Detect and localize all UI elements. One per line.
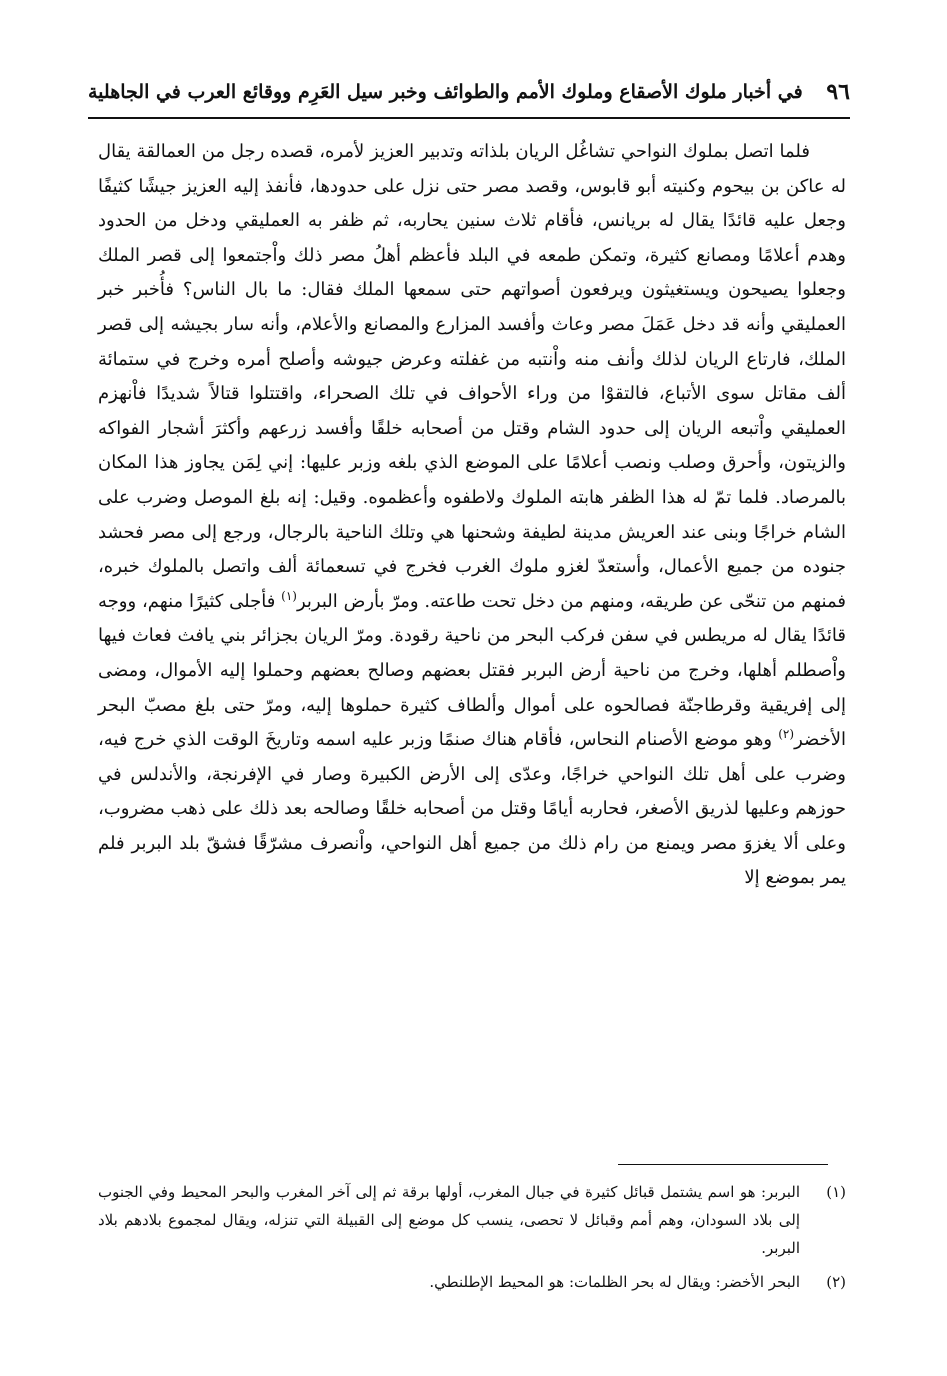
footnote-1: [98, 1178, 846, 1262]
text-segment: فأجلى كثيرًا منهم، ووجه قائدًا يقال له مريطس في سفن فركب البحر من ناحية رقودة. ومرّ الريان بجزائر بني يافث فعاث فيها واْصطلم أهلها، وخرج من ناحية أرض البربر فقتل بعضهم وصالح بعضهم وحملوا إليه الأموال، ومضى إلى إفريقية وقرطاجنّة فصالحوه على أموال وألطاف كثيرة حملوها إليه، ومرّ حتى بلغ مصبّ البحر الأخضر: [98, 590, 846, 751]
footnotes: [98, 1178, 846, 1302]
footnote-reference-1: (١): [281, 588, 297, 603]
footnote-marker: (٢): [826, 1273, 846, 1291]
header-rule: [88, 117, 850, 119]
footnote-separator: [618, 1164, 828, 1165]
paragraph: [98, 135, 846, 896]
main-text: [98, 135, 846, 896]
footnote-reference-2: (٢): [778, 727, 795, 742]
text-segment: فلما اتصل بملوك النواحي تشاغُل الريان بلذاته وتدبير العزيز لأمره، قصده رجل من العمالقة يقال له عاكن بن بيحوم وكنيته أبو قابوس، وقصد مصر حتى نزل على حدودها، فأنفذ إليه العزيز جيشًا كثيفًا وجعل عليه قائدًا يقال له بريانس، فأقام ثلاث سنين يحاربه، ثم ظفر به العمليقي ودخل من الحدود وهدم أعلامًا ومصانع كثيرة، وتمكن طمعه في البلد فأعظم أهلُ مصر ذلك واْجتمعوا إلى قصر الملك وجعلوا يصيحون ويستغيثون ويرفعون أصواتهم حتى سمعها الملك فقال: ما بال الناس؟ فأُخبر خبر العمليقي وأنه قد دخل عَمَلَ مصر وعاث وأفسد المزارع والمصانع والأعلام، وأنه سار بجيشه إلى قصر الملك، فارتاع الريان لذلك وأنف منه واْنتبه من غفلته وعرض جيوشه وأصلح أمره وخرج في ستمائة ألف مقاتل سوى الأتباع، فالتقوْا من وراء الأحواف في تلك الصحراء، واقتتلوا قتالاً شديدًا فاْنهزم العمليقي واْتبعه الريان إلى حدود الشام وقتل من أصحابه خلقًا وأفسد زرعهم وأكثرَ أشجار الفواكه والزيتون، وأحرق وصلب ونصب أعلامًا على الموضع الذي بلغه وزبر عليها: إني لِمَن يجاوز هذا المكان بالمرصاد. فلما تمّ له هذا الظفر هابته الملوك ولاطفوه وأعظموه. وقيل: إنه بلغ الموصل وضرب على الشام خراجًا وبنى عند العريش مدينة لطيفة وشحنها هي وتلك الناحية بالرجال، ورجع إلى مصر فحشد جنوده من جميع الأعمال، وأستعدّ لغزو ملوك الغرب فخرج في تسعمائة ألف واتصل بالملوك خبره، فمنهم من تنحّى عن طريقه، ومنهم من دخل تحت طاعته. ومرّ بأرض البربر: [98, 141, 846, 612]
footnote-2: [98, 1268, 846, 1296]
page-header: [88, 76, 850, 108]
page-number: ٩٦: [826, 79, 850, 105]
text-segment: وهو موضع الأصنام النحاس، فأقام هناك صنمًا وزبر عليه اسمه وتاريخَ الوقت الذي خرج فيه، وضرب على أهل تلك النواحي خراجًا، وعدّى إلى الأرض الكبيرة وصار في الإفرنجة، والأندلس في حوزهم وعليها لذريق الأصغر، فحاربه أيامًا وقتل من أصحابه خلقًا وصالحه بعد ذلك على ذهب مضروب، وعلى ألا يغزوَ مصر ويمنع من رام ذلك من جميع أهل النواحي، واْنصرف مشرّقًا فشقّ بلد البربر فلم يمر بموضع إلا: [98, 729, 846, 889]
footnote-marker: (١): [826, 1183, 846, 1201]
footnote-text: البحر الأخضر: ويقال له بحر الظلمات: هو المحيط الإطلنطي.: [429, 1273, 800, 1291]
running-title: في أخبار ملوك الأصقاع وملوك الأمم والطوائف وخبر سيل العَرِم ووقائع العرب في الجاهلية: [88, 81, 803, 103]
footnote-text: البربر: هو اسم يشتمل قبائل كثيرة في جبال المغرب، أولها برقة ثم إلى آخر المغرب والبحر المحيط وفي الجنوب إلى بلاد السودان، وهم أمم وقبائل لا تحصى، ينسب كل موضع إلى القبيلة التي تنزله، ويقال لمجموع بلادهم بلاد البربر.: [98, 1183, 800, 1257]
